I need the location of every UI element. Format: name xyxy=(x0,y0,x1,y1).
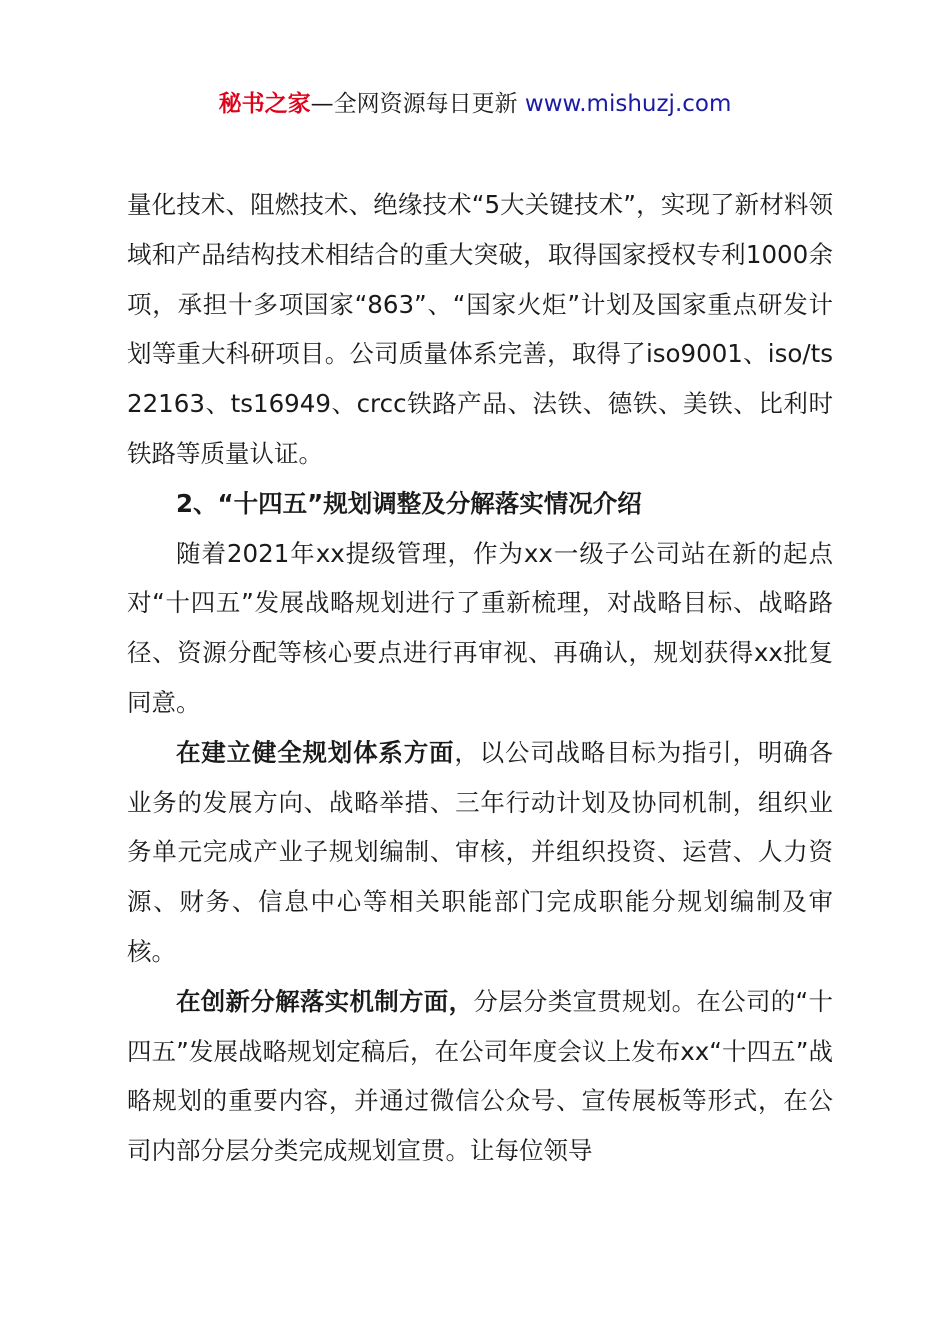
paragraph-planning-system xyxy=(127,728,833,977)
site-url-link[interactable]: www.mishuzj.com xyxy=(524,91,732,117)
paragraph-implementation-mechanism xyxy=(127,977,833,1176)
site-tagline: —全网资源每日更新 xyxy=(310,91,518,117)
paragraph-intro: 量化技术、阻燃技术、绝缘技术“5大关键技术”，实现了新材料领域和产品结构技术相结合的重大突破，取得国家授权专利1000余项，承担十多项国家“863”、“国家火炬”计划及国家重点研发计划等重大科研项目。公司质量体系完善，取得了iso9001、iso/ts 22163、ts16949、crcc铁路产品、法铁、德铁、美铁、比利时铁路等质量认证。 xyxy=(127,190,833,468)
paragraph-lead: 在建立健全规划体系方面 xyxy=(176,737,455,767)
paragraph-body: ，以公司战略目标为指引，明确各业务的发展方向、战略举措、三年行动计划及协同机制，组织业务单元完成产业子规划编制、审核，并组织投资、运营、人力资源、财务、信息中心等相关职能部门完成职能分规划编制及审核。 xyxy=(127,737,834,966)
page-header xyxy=(0,86,950,122)
paragraph-body: 分层分类宣贯规划。在公司的“十四五”发展战略规划定稿后，在公司年度会议上发布xx“十四五”战略规划的重要内容，并通过微信公众号、宣传展板等形式，在公司内部分层分类完成规划宣贯。让每位领导 xyxy=(127,986,833,1166)
paragraph-lead: 在创新分解落实机制方面， xyxy=(176,986,474,1016)
site-brand: 秘书之家 xyxy=(218,91,311,117)
section-heading: 2、“十四五”规划调整及分解落实情况介绍 xyxy=(176,488,642,518)
document-body xyxy=(127,180,833,1176)
paragraph-plan-adjustment: 随着2021年xx提级管理，作为xx一级子公司站在新的起点对“十四五”发展战略规划进行了重新梳理，对战略目标、战略路径、资源分配等核心要点进行再审视、再确认，规划获得xx批复同意。 xyxy=(127,538,833,717)
